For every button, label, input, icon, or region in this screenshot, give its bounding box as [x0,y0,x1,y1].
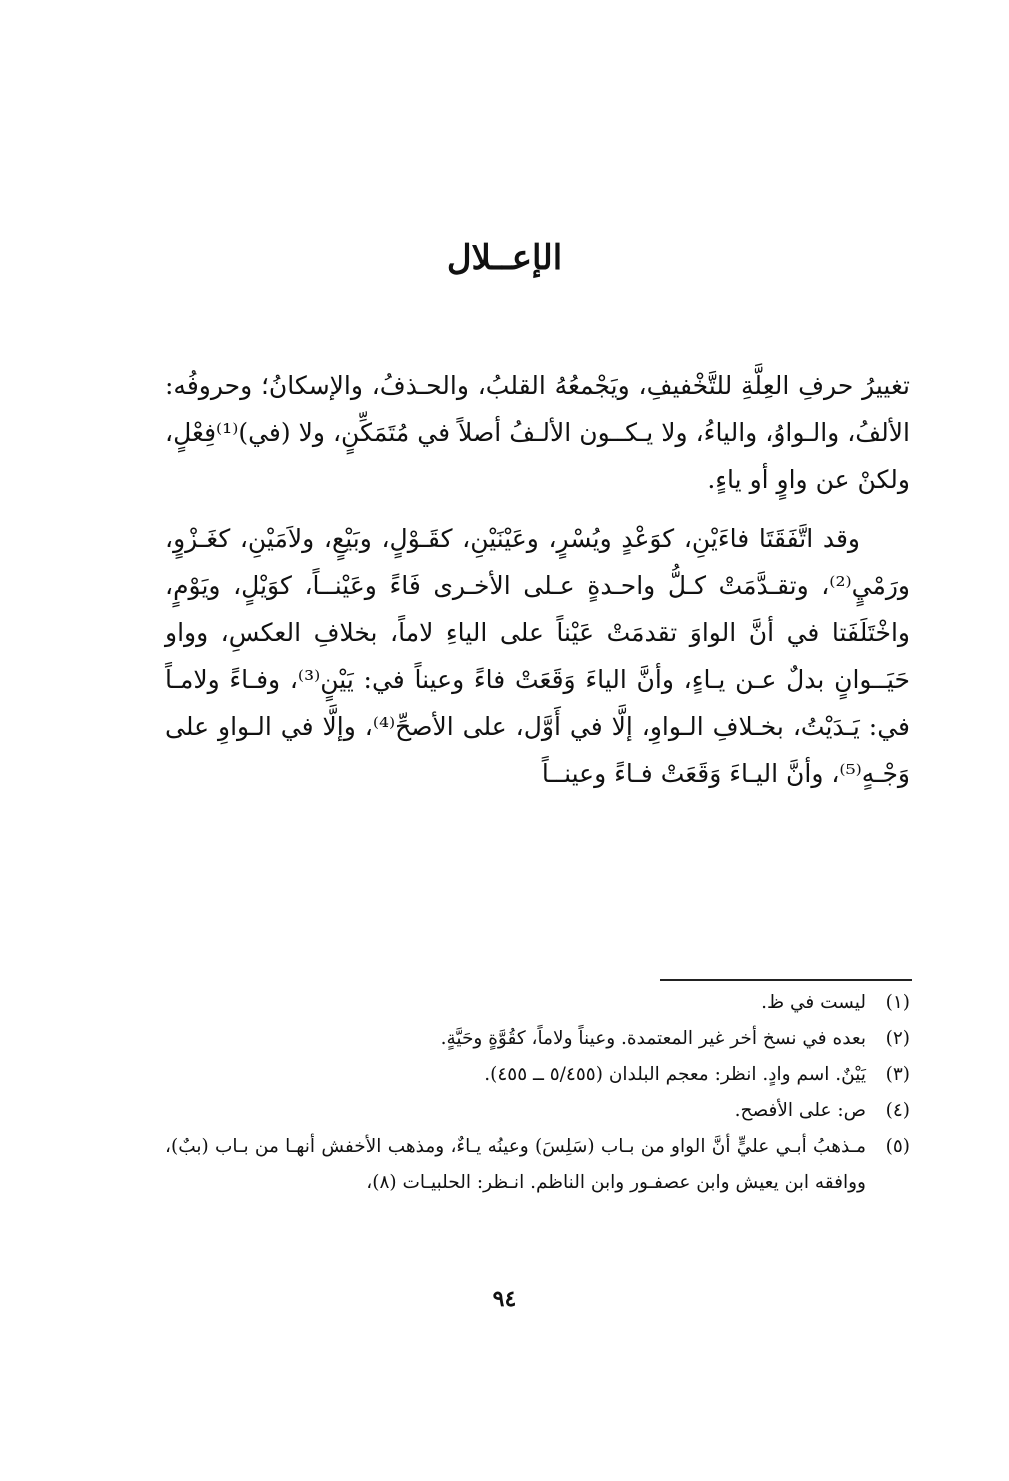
paragraph: تغييرُ حرفِ العِلَّةِ للتَّخْفيفِ، ويَجْمعُهُ القلبُ، والحـذفُ، والإسكانُ؛ وحروفُه: الألفُ، والـواوُ، والياءُ، ولا يـكــون الألـفُ أصلاً في مُتَمَكِّنٍ، ولا (في)⁽¹⁾فِعْلٍ، ولكنْ عن واوٍ أو ياءٍ. [165,371,910,494]
footnote-divider [660,979,912,981]
chapter-title: الإعــلال [446,238,563,278]
footnote-number: (٥) [885,1136,910,1157]
footnote [165,1057,910,1093]
footnote [165,1021,910,1057]
footnote-text: ليست في ظ. [761,992,866,1013]
footnote-number: (٣) [885,1064,910,1085]
footnote [165,1093,910,1129]
page-number: ٩٤ [492,1286,517,1312]
footnote-number: (١) [885,992,910,1013]
paragraph: وقد اتَّفَقَتَا فاءَيْنِ، كوَعْدٍ ويُسْرٍ، وعَيْنَيْنِ، كقَـوْلٍ، وبَيْعٍ، ولاَمَيْنِ، كغَـزْوٍ، ورَمْيٍ⁽²⁾، وتقـدَّمَتْ كـلُّ واحـدةٍ عـلى الأخـرى فَاءً وعَيْنــاً، كوَيْلٍ، ويَوْمٍ، واخْتَلَفَتا في أنَّ الواوَ تقدمَتْ عَيْناً على الياءِ لاماً، بخلافِ العكسِ، وواو حَيَــوانٍ بدلٌ عـن يـاءٍ، وأنَّ الياءَ وَقَعَتْ فاءً وعيناً في: يَيْنٍ⁽³⁾، وفـاءً ولامـاً في: يَـدَيْتُ، بخـلافِ الـواوِ، إلَّا في أَوَّل، على الأصحِّ⁽⁴⁾، وإلَّا في الـواوِ على وَجْـهٍ⁽⁵⁾، وأنَّ اليـاءَ وَقَعَتْ فـاءً وعينــاً [165,524,910,788]
main-text [165,362,910,797]
footnote [165,1129,910,1201]
footnote-text: بعده في نسخ أخر غير المعتمدة. وعيناً ولاماً، كقُوَّةٍ وحَيَّةٍ. [440,1028,866,1049]
footnote [165,985,910,1021]
footnote-text: مـذهبُ أبـي عليٍّ أنَّ الواو من بـاب (سَلِسَ) وعينُه يـاءٌ، ومذهب الأخفش أنهـا من بـاب (ببٌ)، ووافقه ابن يعيش وابن عصفـور وابن الناظم. انـظر: الحلبيـات (٨)، [165,1136,866,1193]
footnote-text: يَيْنٌ. اسم وادٍ. انظر: معجم البلدان (٥/٤٥٥ ــ ٤٥٥). [484,1064,866,1085]
footnote-text: ص: على الأفصح. [734,1100,866,1121]
footnote-number: (٢) [885,1028,910,1049]
footnote-number: (٤) [885,1100,910,1121]
footnotes [165,985,910,1201]
